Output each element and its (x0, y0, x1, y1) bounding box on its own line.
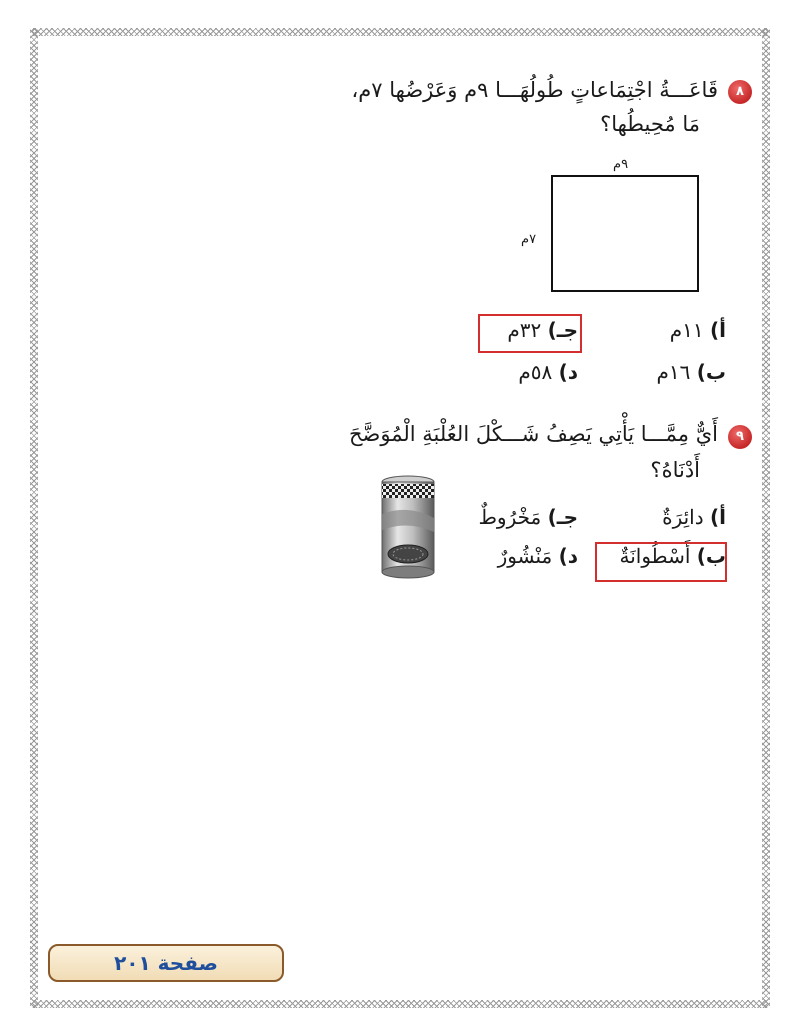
q8-option-d-letter: د) (558, 360, 578, 384)
q9-option-b-text: أَسْطُوانَةٌ (619, 544, 691, 568)
q9-option-b-letter: ب) (696, 544, 726, 568)
question-8-text-line2: مَا مُحِيطُها؟ (600, 112, 700, 136)
q8-option-a[interactable] (670, 318, 726, 342)
q8-option-b[interactable] (657, 360, 726, 384)
frame-left-border (30, 28, 38, 1008)
page-number-label: صفحة ٢٠١ (114, 951, 218, 975)
question-8-text-line1: قَاعَـــةُ اجْتِمَاعاتٍ طُولُهَـــا ٩م وَعَرْضُها ٧م، (351, 78, 718, 102)
q9-option-c-text: مَخْرُوطٌ (478, 505, 542, 529)
q9-correct-answer-highlight (595, 542, 727, 582)
q8-option-a-text: ١١م (669, 318, 704, 342)
q9-option-a-text: دائِرَةٌ (662, 505, 704, 529)
can-icon (380, 474, 436, 582)
q8-option-b-text: ١٦م (656, 360, 691, 384)
q8-option-d-text: ٥٨م (518, 360, 553, 384)
q8-correct-answer-highlight (478, 314, 582, 353)
frame-top-border (32, 28, 768, 36)
q9-option-a-letter: أ) (710, 505, 726, 529)
q8-option-a-letter: أ) (710, 318, 726, 342)
q9-option-a[interactable] (662, 505, 726, 529)
rectangle-top-dimension-label: ٩م (613, 157, 629, 172)
q9-option-d-letter: د) (558, 544, 578, 568)
q9-option-c[interactable] (478, 505, 578, 529)
page-number-badge (48, 944, 284, 982)
frame-bottom-border (32, 1000, 768, 1008)
q8-option-c-text: ٣٢م (507, 318, 542, 342)
q9-option-d-text: مَنْشُورٌ (497, 544, 553, 568)
q8-option-b-letter: ب) (696, 360, 726, 384)
q8-option-c-letter: جـ) (547, 318, 578, 342)
question-8-number-badge: ٨ (728, 80, 752, 104)
q9-option-d[interactable] (498, 544, 578, 568)
question-9-number-badge: ٩ (728, 425, 752, 449)
question-9-text-line2: أَدْنَاهُ؟ (650, 458, 700, 482)
q9-option-c-letter: جـ) (547, 505, 578, 529)
q8-option-d[interactable] (518, 360, 578, 384)
rectangle-figure (551, 175, 699, 292)
question-9-text-line1: أَيٌّ مِمَّـــا يَأْتِي يَصِفُ شَـــكْلَ العُلْبَةِ الْمُوَضَّحَ (348, 422, 718, 446)
frame-right-border (762, 28, 770, 1008)
rectangle-side-dimension-label: ٧م (521, 232, 537, 247)
